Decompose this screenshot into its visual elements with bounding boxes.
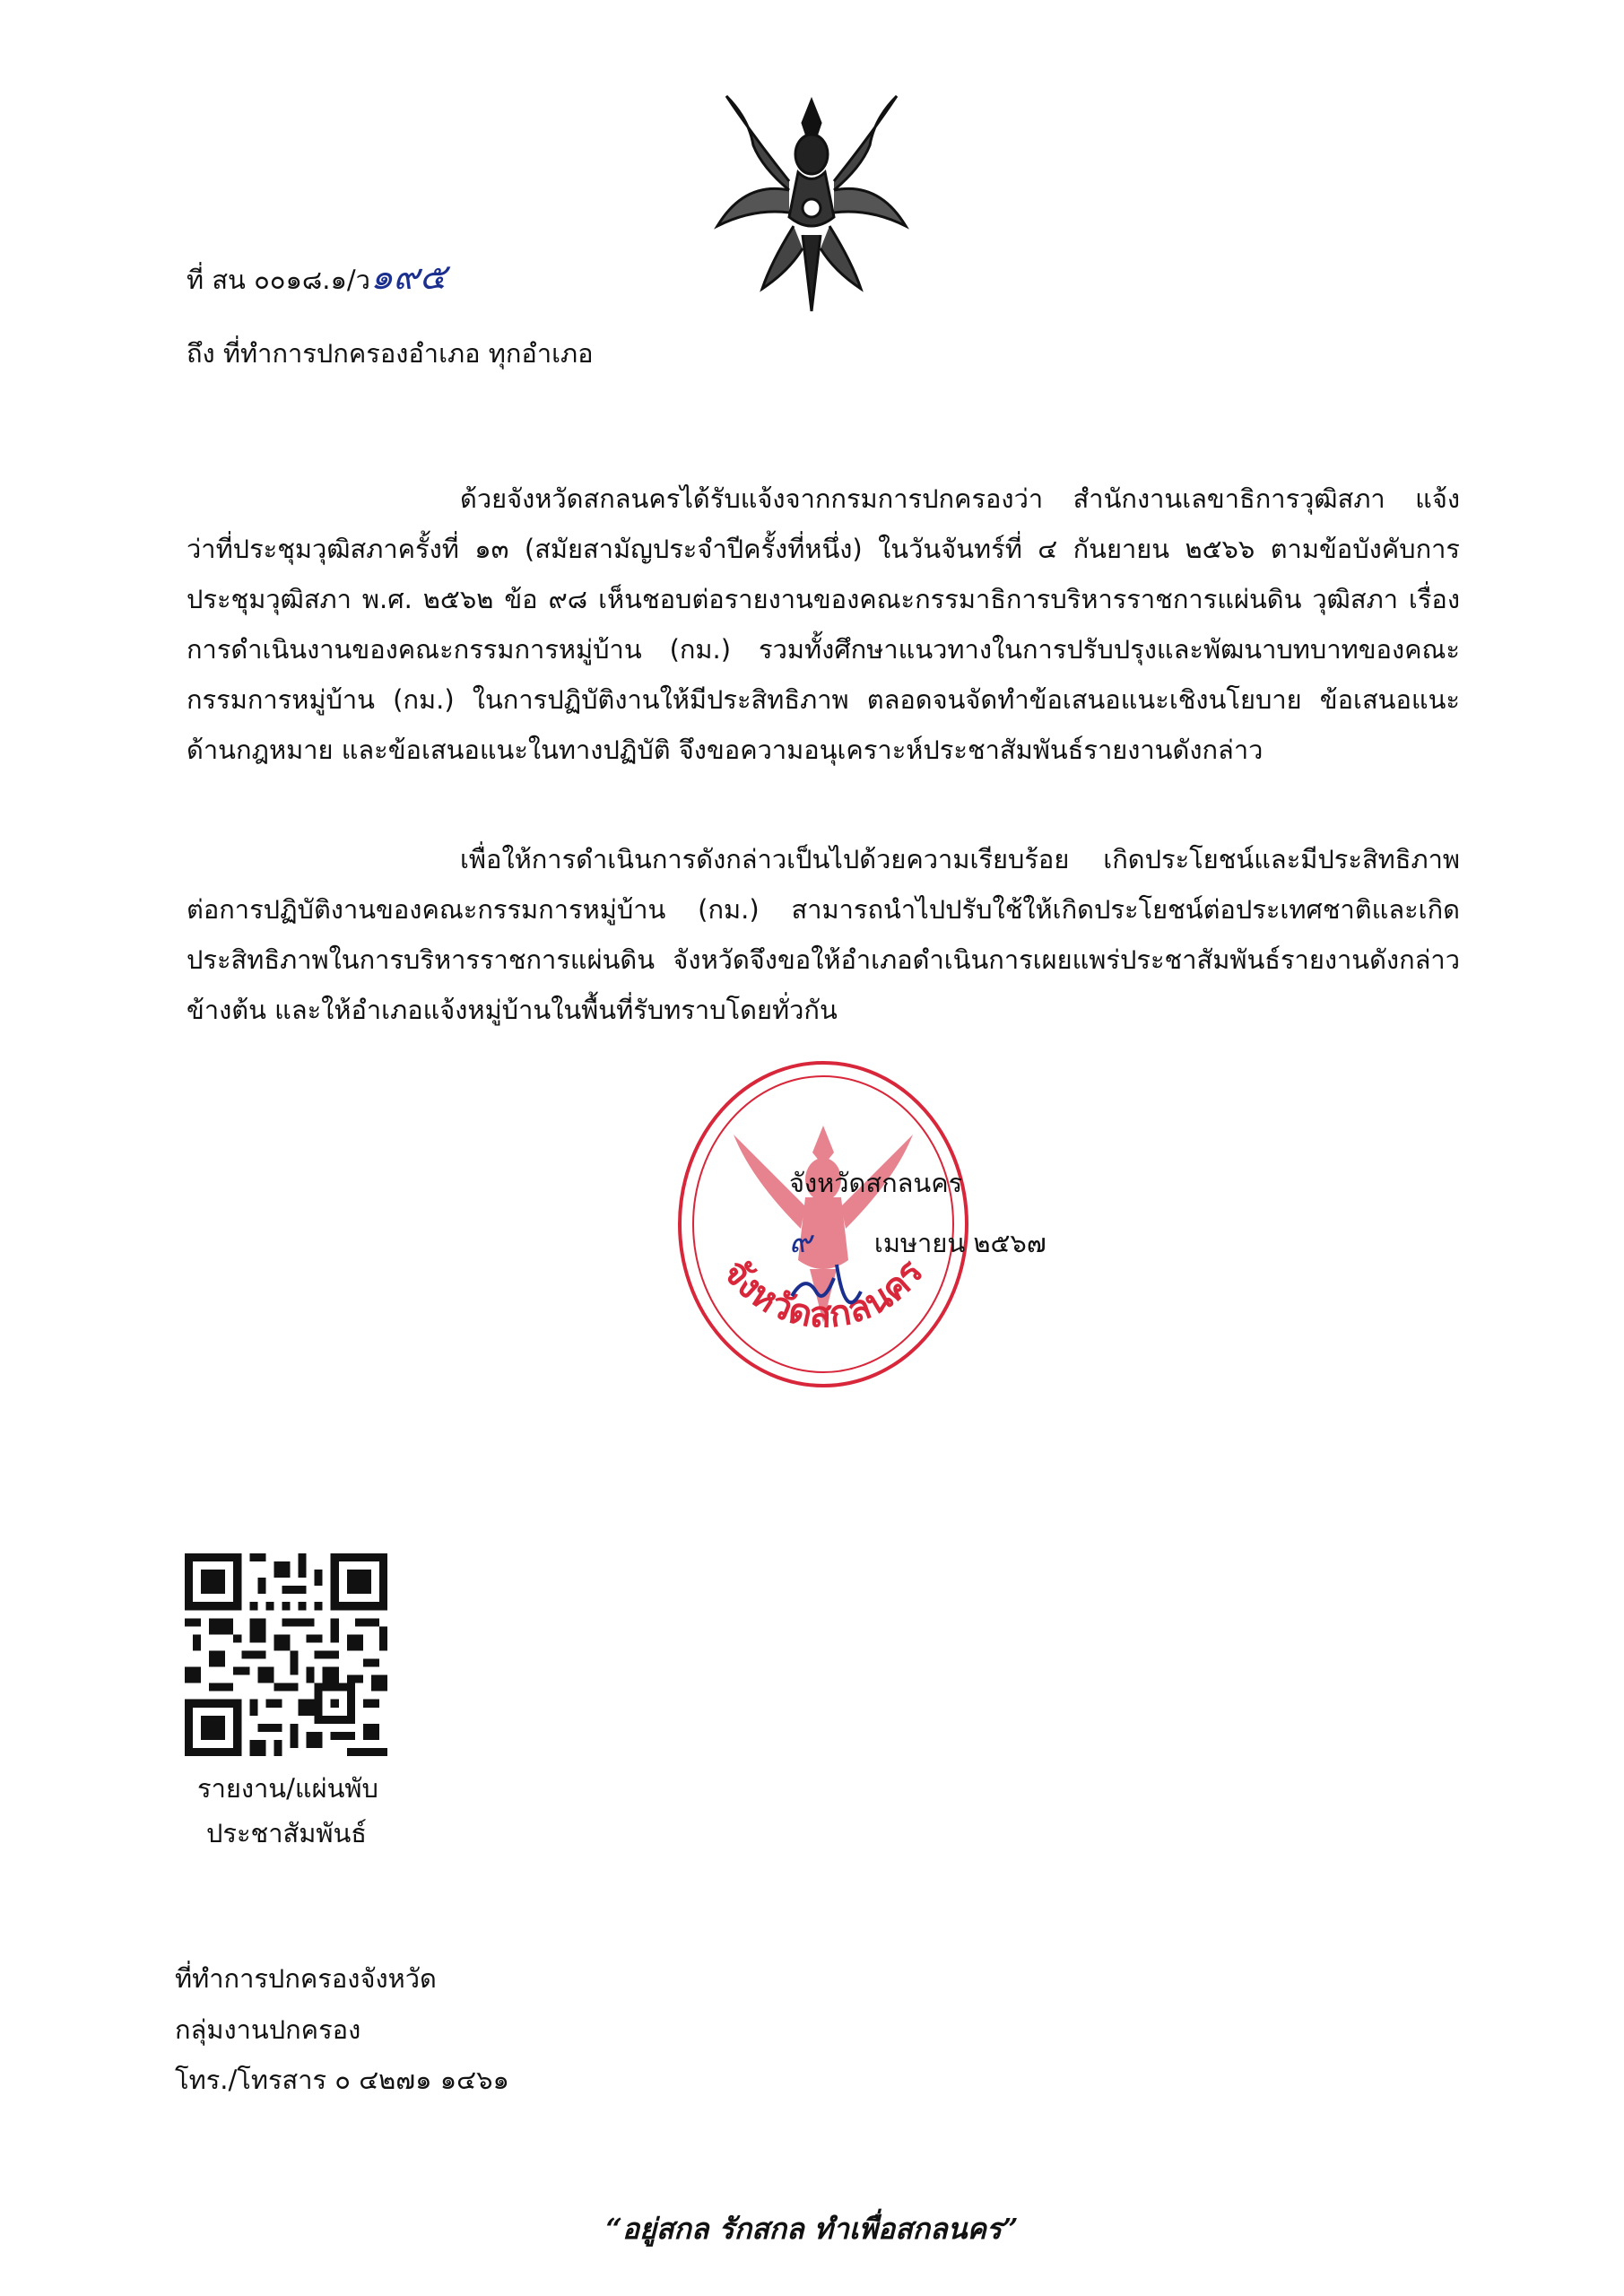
reference-label: ที่ สน ๐๐๑๘.๑/ว: [187, 265, 370, 295]
signature-name: จังหวัดสกลนคร: [789, 1168, 963, 1198]
office-name: ที่ทำการปกครองจังหวัด: [175, 1963, 437, 1994]
handwritten-reference-number: ๑๙๕: [369, 257, 447, 298]
qr-caption-line-1: รายงาน/แผ่นพับ: [197, 1773, 378, 1804]
signature-date-text: เมษายน ๒๕๖๗: [873, 1228, 1046, 1258]
signature-date: [789, 1217, 1046, 1265]
recipient-line: ถึง ที่ทำการปกครองอำเภอ ทุกอำเภอ: [187, 338, 594, 369]
body-paragraph-1: ด้วยจังหวัดสกลนครได้รับแจ้งจากกรมการปกครองว่า สำนักงานเลขาธิการวุฒิสภา แจ้งว่าที่ประชุมวุฒิสภาครั้งที่ ๑๓ (สมัยสามัญประจำปีครั้งที่หนึ่ง) ในวันจันทร์ที่ ๔ กันยายน ๒๕๖๖ ตามข้อบังคับการประชุมวุฒิสภา พ.ศ. ๒๕๖๒ ข้อ ๙๘ เห็นชอบต่อรายงานของคณะกรรมาธิการบริหารราชการแผ่นดิน วุฒิสภา เรื่อง การดำเนินงานของคณะกรรมการหมู่บ้าน (กม.) รวมทั้งศึกษาแนวทางในการปรับปรุงและพัฒนาบทบาทของคณะกรรมการหมู่บ้าน (กม.) ในการปฏิบัติงานให้มีประสิทธิภาพ ตลอดจนจัดทำข้อเสนอแนะเชิงนโยบาย ข้อเสนอแนะด้านกฎหมาย และข้อเสนอแนะในทางปฏิบัติ จึงขอความอนุเคราะห์ประชาสัมพันธ์รายงานดังกล่าว: [187, 483, 1460, 765]
office-group: กลุ่มงานปกครอง: [175, 2014, 361, 2045]
body-paragraph-2: เพื่อให้การดำเนินการดังกล่าวเป็นไปด้วยความเรียบร้อย เกิดประโยชน์และมีประสิทธิภาพต่อการปฏิบัติงานของคณะกรรมการหมู่บ้าน (กม.) สามารถนำไปปรับใช้ให้เกิดประโยชน์ต่อประเทศชาติและเกิดประสิทธิภาพในการบริหารราชการแผ่นดิน จังหวัดจึงขอให้อำเภอดำเนินการเผยแพร่ประชาสัมพันธ์รายงานดังกล่าวข้างต้น และให้อำเภอแจ้งหมู่บ้านในพื้นที่รับทราบโดยทั่วกัน: [187, 844, 1460, 1025]
office-phone: โทร./โทรสาร ๐ ๔๒๗๑ ๑๔๖๑: [175, 2065, 509, 2095]
stamp-text: จังหวัดสกลนคร: [715, 1251, 932, 1336]
qr-caption-line-2: ประชาสัมพันธ์: [206, 1818, 367, 1848]
motto: “อยู่สกล รักสกล ทำเพื่อสกลนคร”: [605, 2212, 1019, 2246]
qr-code: [185, 1553, 387, 1756]
handwritten-day: ๙: [789, 1224, 812, 1260]
garuda-emblem: [699, 83, 924, 325]
reference-number: [187, 253, 447, 301]
